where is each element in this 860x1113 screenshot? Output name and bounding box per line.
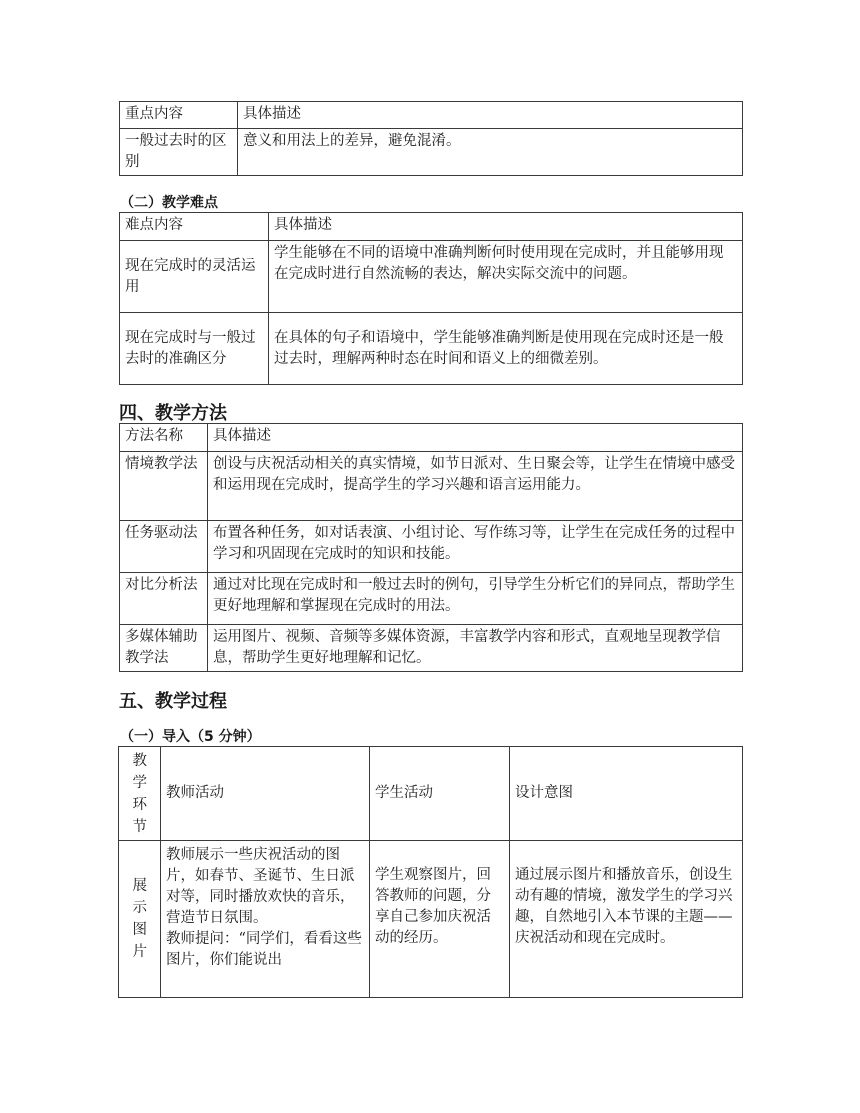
methods-table bbox=[119, 423, 743, 672]
table-header-cell: 设计意图 bbox=[510, 747, 743, 841]
table-header-cell: 教师活动 bbox=[161, 747, 370, 841]
table-row bbox=[120, 424, 743, 452]
table-row bbox=[120, 213, 743, 241]
table-cell: 意义和用法上的差异，避免混淆。 bbox=[238, 129, 743, 176]
table-cell: 创设与庆祝活动相关的真实情境，如节日派对、生日聚会等，让学生在情境中感受和运用现在完成时，提高学生的学习兴趣和语言运用能力。 bbox=[208, 452, 743, 521]
table-cell: 通过对比现在完成时和一般过去时的例句，引导学生分析它们的异同点，帮助学生更好地理解和掌握现在完成时的用法。 bbox=[208, 573, 743, 625]
section-heading-difficulty: （二）教学难点 bbox=[120, 195, 218, 211]
table-cell: 现在完成时与一般过去时的准确区分 bbox=[120, 313, 269, 385]
table-row bbox=[120, 129, 743, 176]
table-cell: 通过展示图片和播放音乐，创设生动有趣的情境，激发学生的学习兴趣，自然地引入本节课的主题——庆祝活动和现在完成时。 bbox=[510, 841, 743, 998]
table-row bbox=[120, 625, 743, 672]
table-cell: 学生观察图片，回答教师的问题，分享自己参加庆祝活动的经历。 bbox=[370, 841, 510, 998]
table-cell bbox=[119, 841, 161, 998]
table-row bbox=[120, 102, 743, 129]
table-cell bbox=[161, 841, 370, 998]
section-subheading-intro: （一）导入（5 分钟） bbox=[120, 729, 261, 745]
table-cell: 对比分析法 bbox=[120, 573, 208, 625]
table-header-cell: 学生活动 bbox=[370, 747, 510, 841]
table-row bbox=[120, 313, 743, 385]
table-cell: 多媒体辅助教学法 bbox=[120, 625, 208, 672]
stage-header-text: 教学环节 bbox=[132, 752, 147, 835]
section-heading-process: 五、教学过程 bbox=[119, 691, 227, 712]
focus-table bbox=[119, 101, 743, 176]
table-cell: 在具体的句子和语境中，学生能够准确判断是使用现在完成时还是一般过去时，理解两种时态在时间和语义上的细微差别。 bbox=[269, 313, 743, 385]
process-table bbox=[118, 746, 743, 998]
table-cell: 任务驱动法 bbox=[120, 521, 208, 573]
stage-text: 展示图片 bbox=[132, 878, 147, 960]
table-header-cell: 重点内容 bbox=[120, 102, 238, 129]
table-cell: 布置各种任务，如对话表演、小组讨论、写作练习等，让学生在完成任务的过程中学习和巩固现在完成时的知识和技能。 bbox=[208, 521, 743, 573]
table-header-cell bbox=[119, 747, 161, 841]
teacher-question-text: 教师提问：“同学们，看看这些图片，你们能说出 bbox=[166, 931, 362, 968]
table-header-cell: 具体描述 bbox=[269, 213, 743, 241]
table-cell: 学生能够在不同的语境中准确判断何时使用现在完成时，并且能够用现在完成时进行自然流畅的表达，解决实际交流中的问题。 bbox=[269, 241, 743, 313]
table-header-cell: 方法名称 bbox=[120, 424, 208, 452]
table-row bbox=[119, 841, 743, 998]
table-row bbox=[120, 521, 743, 573]
table-cell: 一般过去时的区别 bbox=[120, 129, 238, 176]
table-cell: 现在完成时的灵活运用 bbox=[120, 241, 269, 313]
table-row bbox=[120, 452, 743, 521]
table-row bbox=[120, 241, 743, 313]
table-cell: 情境教学法 bbox=[120, 452, 208, 521]
table-header-cell: 具体描述 bbox=[238, 102, 743, 129]
table-row bbox=[120, 573, 743, 625]
table-row bbox=[119, 747, 743, 841]
difficulty-table bbox=[119, 212, 743, 385]
table-cell: 运用图片、视频、音频等多媒体资源，丰富教学内容和形式，直观地呈现教学信息，帮助学生更好地理解和记忆。 bbox=[208, 625, 743, 672]
table-header-cell: 具体描述 bbox=[208, 424, 743, 452]
section-heading-methods: 四、教学方法 bbox=[119, 403, 227, 424]
teacher-activity-text: 教师展示一些庆祝活动的图片，如春节、圣诞节、生日派对等，同时播放欢快的音乐，营造节日氛围。 bbox=[166, 847, 355, 926]
table-header-cell: 难点内容 bbox=[120, 213, 269, 241]
